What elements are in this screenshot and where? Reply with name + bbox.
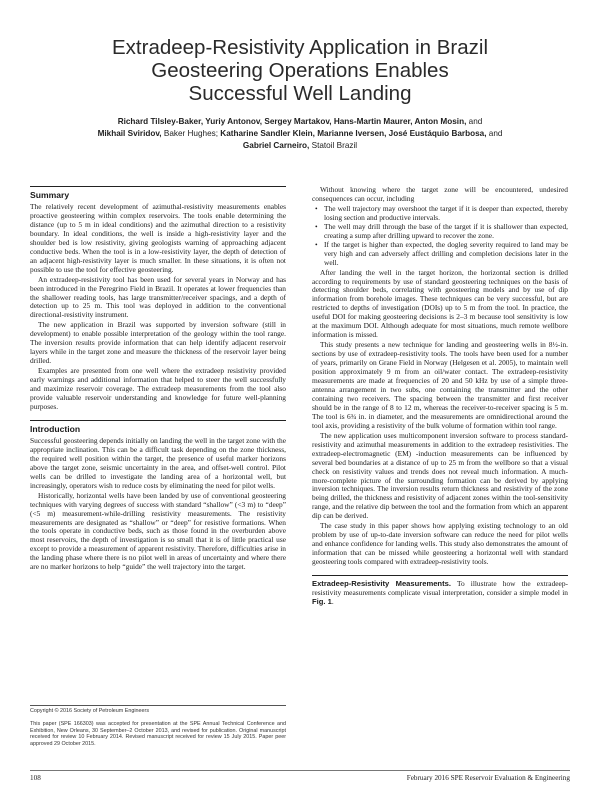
page-number: 108 [30,774,41,782]
summary-heading: Summary [30,186,286,201]
body-paragraph: The new application uses multicomponent inversion software to process standard-resistivity and azimuthal measurements in addition to the extradeep resistivities. The extradeep-electromagnetic (EM) -induction measurements can be influenced by several bed boundaries at a distance of up to 25 m from the wellbore so that a visual check on resistivity values and trends does not reveal much information. A much-more-complete picture of the surrounding formation can be derived by applying inversion techniques. The inversion results return thickness and resistivity of the zone being drilled, the thickness and resistivity of adjacent zones within the tool-sensitivity range, and the relative dip between the tool and the formation from which an apparent dip can be derived. [312,430,568,521]
measurements-subsection [312,575,568,607]
author-names: Mikhail Sviridov, [97,129,162,138]
author-names: Katharine Sandler Klein, Marianne Iversen, José Eustáquio Barbosa, [220,129,487,138]
page-footer [30,770,570,782]
introduction-section [30,420,286,572]
subsection-text-end: . [331,596,334,606]
author-line [40,140,560,152]
body-paragraph: The case study in this paper shows how applying existing technology to an old problem by use of up-to-date inversion software can reduce the need for pilot wells and enhance confidence for landing wells. This study also demonstrates the amount of information that can be missed while geosteering a horizontal well with standard geosteering tools compared with extradeep-resistivity tools. [312,521,568,567]
footnote [30,705,286,747]
author-line [40,116,560,128]
author-conjunction: and [486,129,503,138]
list-item: • The well may drill through the base of the target if it is shallower than expected, creating a sump after drilling upward to recover the zone. [312,223,568,241]
introduction-heading: Introduction [30,420,286,435]
copyright-notice: Copyright © 2016 Society of Petroleum Engineers [30,705,286,715]
journal-citation: February 2016 SPE Reservoir Evaluation & Engineering [406,774,570,782]
body-paragraph: This study presents a new technique for landing and geosteering wells in 8½-in. sections by use of extradeep-resistivity tools. The tools have been used for a number of years, primarily on Grane Field in Norway (Helgesen et al. 2005), to maintain well position approximately 9 m from an oil/water contact. The extradeep-resistivity measurements are made at frequencies of 20 and 50 kHz by use of a simple three-antenna arrangement in two subs, one containing the transmitter and the other containing two receivers. The spacing between the transmitter and first receiver should be in the range of 8 to 12 m, whereas the receiver-to-receiver spacing is 5 m. The tool is 6¾ in. in diameter, and the measurements are omnidirectional around the tool axis, providing a resistivity of the bulk volume of formation within tool range. [312,340,568,430]
author-names: Richard Tilsley-Baker, Yuriy Antonov, Sergey Martakov, Hans-Martin Maurer, Anton Mosin, [117,117,467,126]
author-conjunction: and [466,117,483,126]
submission-note: This paper (SPE 166303) was accepted for presentation at the SPE Annual Technical Conference and Exhibition, New Orleans, 30 September–2 October 2013, and revised for publication. Original manuscript received for review 10 February 2014. Revised manuscript received for review 15 July 2015. Paper peer approved 29 October 2015. [30,721,286,747]
consequence-list [312,205,568,268]
title-line: Successful Well Landing [188,82,412,105]
subsection-heading: Extradeep-Resistivity Measurements. [312,579,451,589]
list-item: • The well trajectory may overshoot the target if it is deeper than expected, thereby losing section and productive intervals. [312,205,568,223]
right-column [312,186,568,607]
list-item: • If the target is higher than expected, the dogleg severity required to land may be very high and can adversely affect drilling and completion decisions later in the well. [312,241,568,268]
introduction-paragraph: Successful geosteering depends initially on landing the well in the target zone with the appropriate inclination. This can be a difficult task depending on the zone thickness, the required well position within the target, the presence of useful marker horizons above the target zone, seismic uncertainty in the area, and offset-well control. Pilot wells can be drilled to investigate the landing area of a horizontal well, but increasingly, operators wish to reduce costs by eliminating the need for pilot wells. [30,435,286,490]
figure-reference[interactable]: Fig. 1 [312,596,332,606]
author-line [40,128,560,140]
subsection-text: To illustrate how the extradeep-resistivity measurements complicate visual interpretation, consider a simple model in [312,579,568,597]
author-affiliation: Baker Hughes; [161,129,221,138]
introduction-paragraph: Historically, horizontal wells have been landed by use of conventional geosteering techniques with varying degrees of success with standard “shallow” (<3 m) to “deep” (<5 m) measurement-while-drilling resistivity measurements. The resistivity measurements are designated as “shallow” or “deep” for resistive formations. When the tools operate in conductive beds, such as those found in the overburden above most reservoirs, the depth of investigation is so small that it is of little practical use except to provide a measurement of apparent resistivity. Therefore, difficulties arise in the landing phase where there is no pilot well in areas of uncertainty and where there are no marker horizons to help “guide” the well trajectory into the target. [30,490,286,572]
author-affiliation: Statoil Brazil [309,141,358,150]
left-column [30,186,286,572]
paper-title [30,36,570,105]
summary-paragraph: The new application in Brazil was supported by inversion software (still in development) to enable possible interpretation of the geology within the tool range. The inversion results provide information that can help identify adjacent reservoir layers while in the target zone and measure the thickness of the reservoir layer being drilled. [30,320,286,366]
author-list [40,116,560,152]
title-line: Extradeep-Resistivity Application in Brazil [112,36,488,59]
title-line: Geosteering Operations Enables [151,59,449,82]
body-paragraph: After landing the well in the target horizon, the horizontal section is drilled according to requirements by use of standard geosteering techniques on the basis of detecting shoulder beds, correlating with geosteering models and by use of dip information from borehole images. These techniques can be very successful, but are restricted to depths of investigation (DOIs) up to 5 m from the tool. In practice, the useful DOI for making geosteering decisions is 2–3 m because tool sensitivity is low at the maximum DOI. Although adequate for most situations, much remote wellbore information is missed. [312,267,568,340]
summary-paragraph: The relatively recent development of azimuthal-resistivity measurements enables proactive geosteering within complex reservoirs. The tools enable determining the distance (up to 5 m in ideal conditions) and the azimuthal direction to a resistivity boundary. In ideal conditions, the well is inside a high-resistivity layer and the shoulder bed is low resistivity, giving geologists warning of approaching adjacent conductive beds. When the tool is in a low-resistivity layer, the depth of detection of an adjacent high-resistivity layer is much smaller. In these situations, it is often not possible to use the tool for effective geosteering. [30,202,286,274]
summary-paragraph: Examples are presented from one well where the extradeep resistivity provided early warnings and additional information that helped to steer the well successfully and maximize reservoir coverage. The extradeep measurements from the tool also provide valuable reservoir understanding and knowledge for future well-planning purposes. [30,366,286,411]
body-paragraph: Without knowing where the target zone will be encountered, undesired consequences can occur, including [312,185,568,203]
summary-paragraph: An extradeep-resistivity tool has been used for several years in Norway and has been introduced in the Peregrino Field in Brazil. It operates at lower frequencies than the shallower reading tools, has large transmitter/receiver spacings, and a depth of detection up to 25 m. This tool was deployed in addition to the conventional directional-resistivity instrument. [30,274,286,320]
author-names: Gabriel Carneiro, [242,141,310,150]
